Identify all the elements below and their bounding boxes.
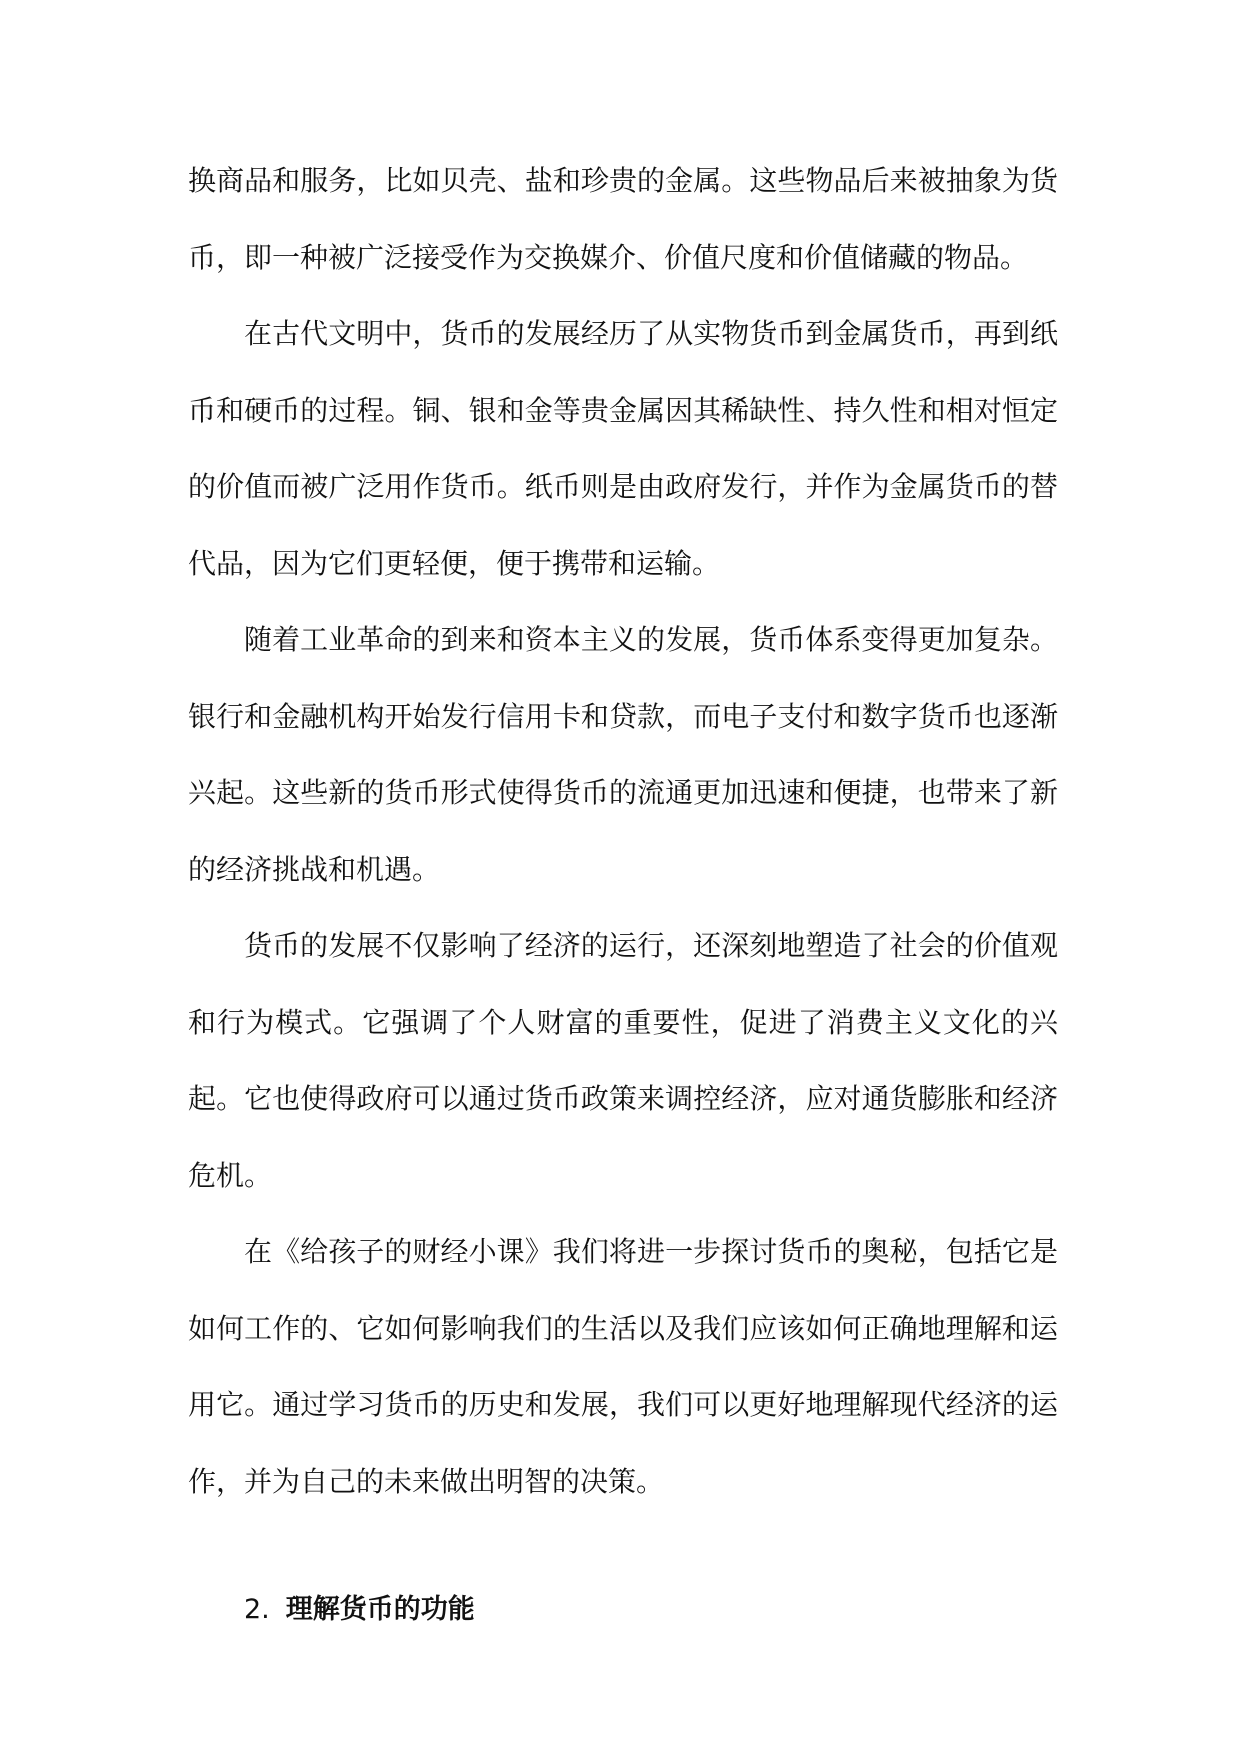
paragraph-industrial-revolution: 随着工业革命的到来和资本主义的发展，货币体系变得更加复杂。银行和金融机构开始发行信用卡和贷款，而电子支付和数字货币也逐渐兴起。这些新的货币形式使得货币的流通更加迅速和便捷，也带来了新的经济挑战和机遇。: [188, 623, 1058, 886]
section-heading: [244, 1590, 475, 1630]
section-title: 理解货币的功能: [285, 1594, 475, 1625]
section-number: 2.: [244, 1594, 270, 1625]
body-text: [188, 143, 1058, 1520]
paragraph-social-impact: 货币的发展不仅影响了经济的运行，还深刻地塑造了社会的价值观和行为模式。它强调了个人财富的重要性，促进了消费主义文化的兴起。它也使得政府可以通过货币政策来调控经济，应对通货膨胀和经济危机。: [188, 929, 1058, 1192]
paragraph-ancient-currency: 在古代文明中，货币的发展经历了从实物货币到金属货币，再到纸币和硬币的过程。铜、银和金等贵金属因其稀缺性、持久性和相对恒定的价值而被广泛用作货币。纸币则是由政府发行，并作为金属货币的替代品，因为它们更轻便，便于携带和运输。: [188, 317, 1058, 580]
paragraph-book-intro: 在《给孩子的财经小课》我们将进一步探讨货币的奥秘，包括它是如何工作的、它如何影响我们的生活以及我们应该如何正确地理解和运用它。通过学习货币的历史和发展，我们可以更好地理解现代经济的运作，并为自己的未来做出明智的决策。: [188, 1235, 1058, 1498]
paragraph-continued: 换商品和服务，比如贝壳、盐和珍贵的金属。这些物品后来被抽象为货币，即一种被广泛接受作为交换媒介、价值尺度和价值储藏的物品。: [188, 164, 1058, 274]
